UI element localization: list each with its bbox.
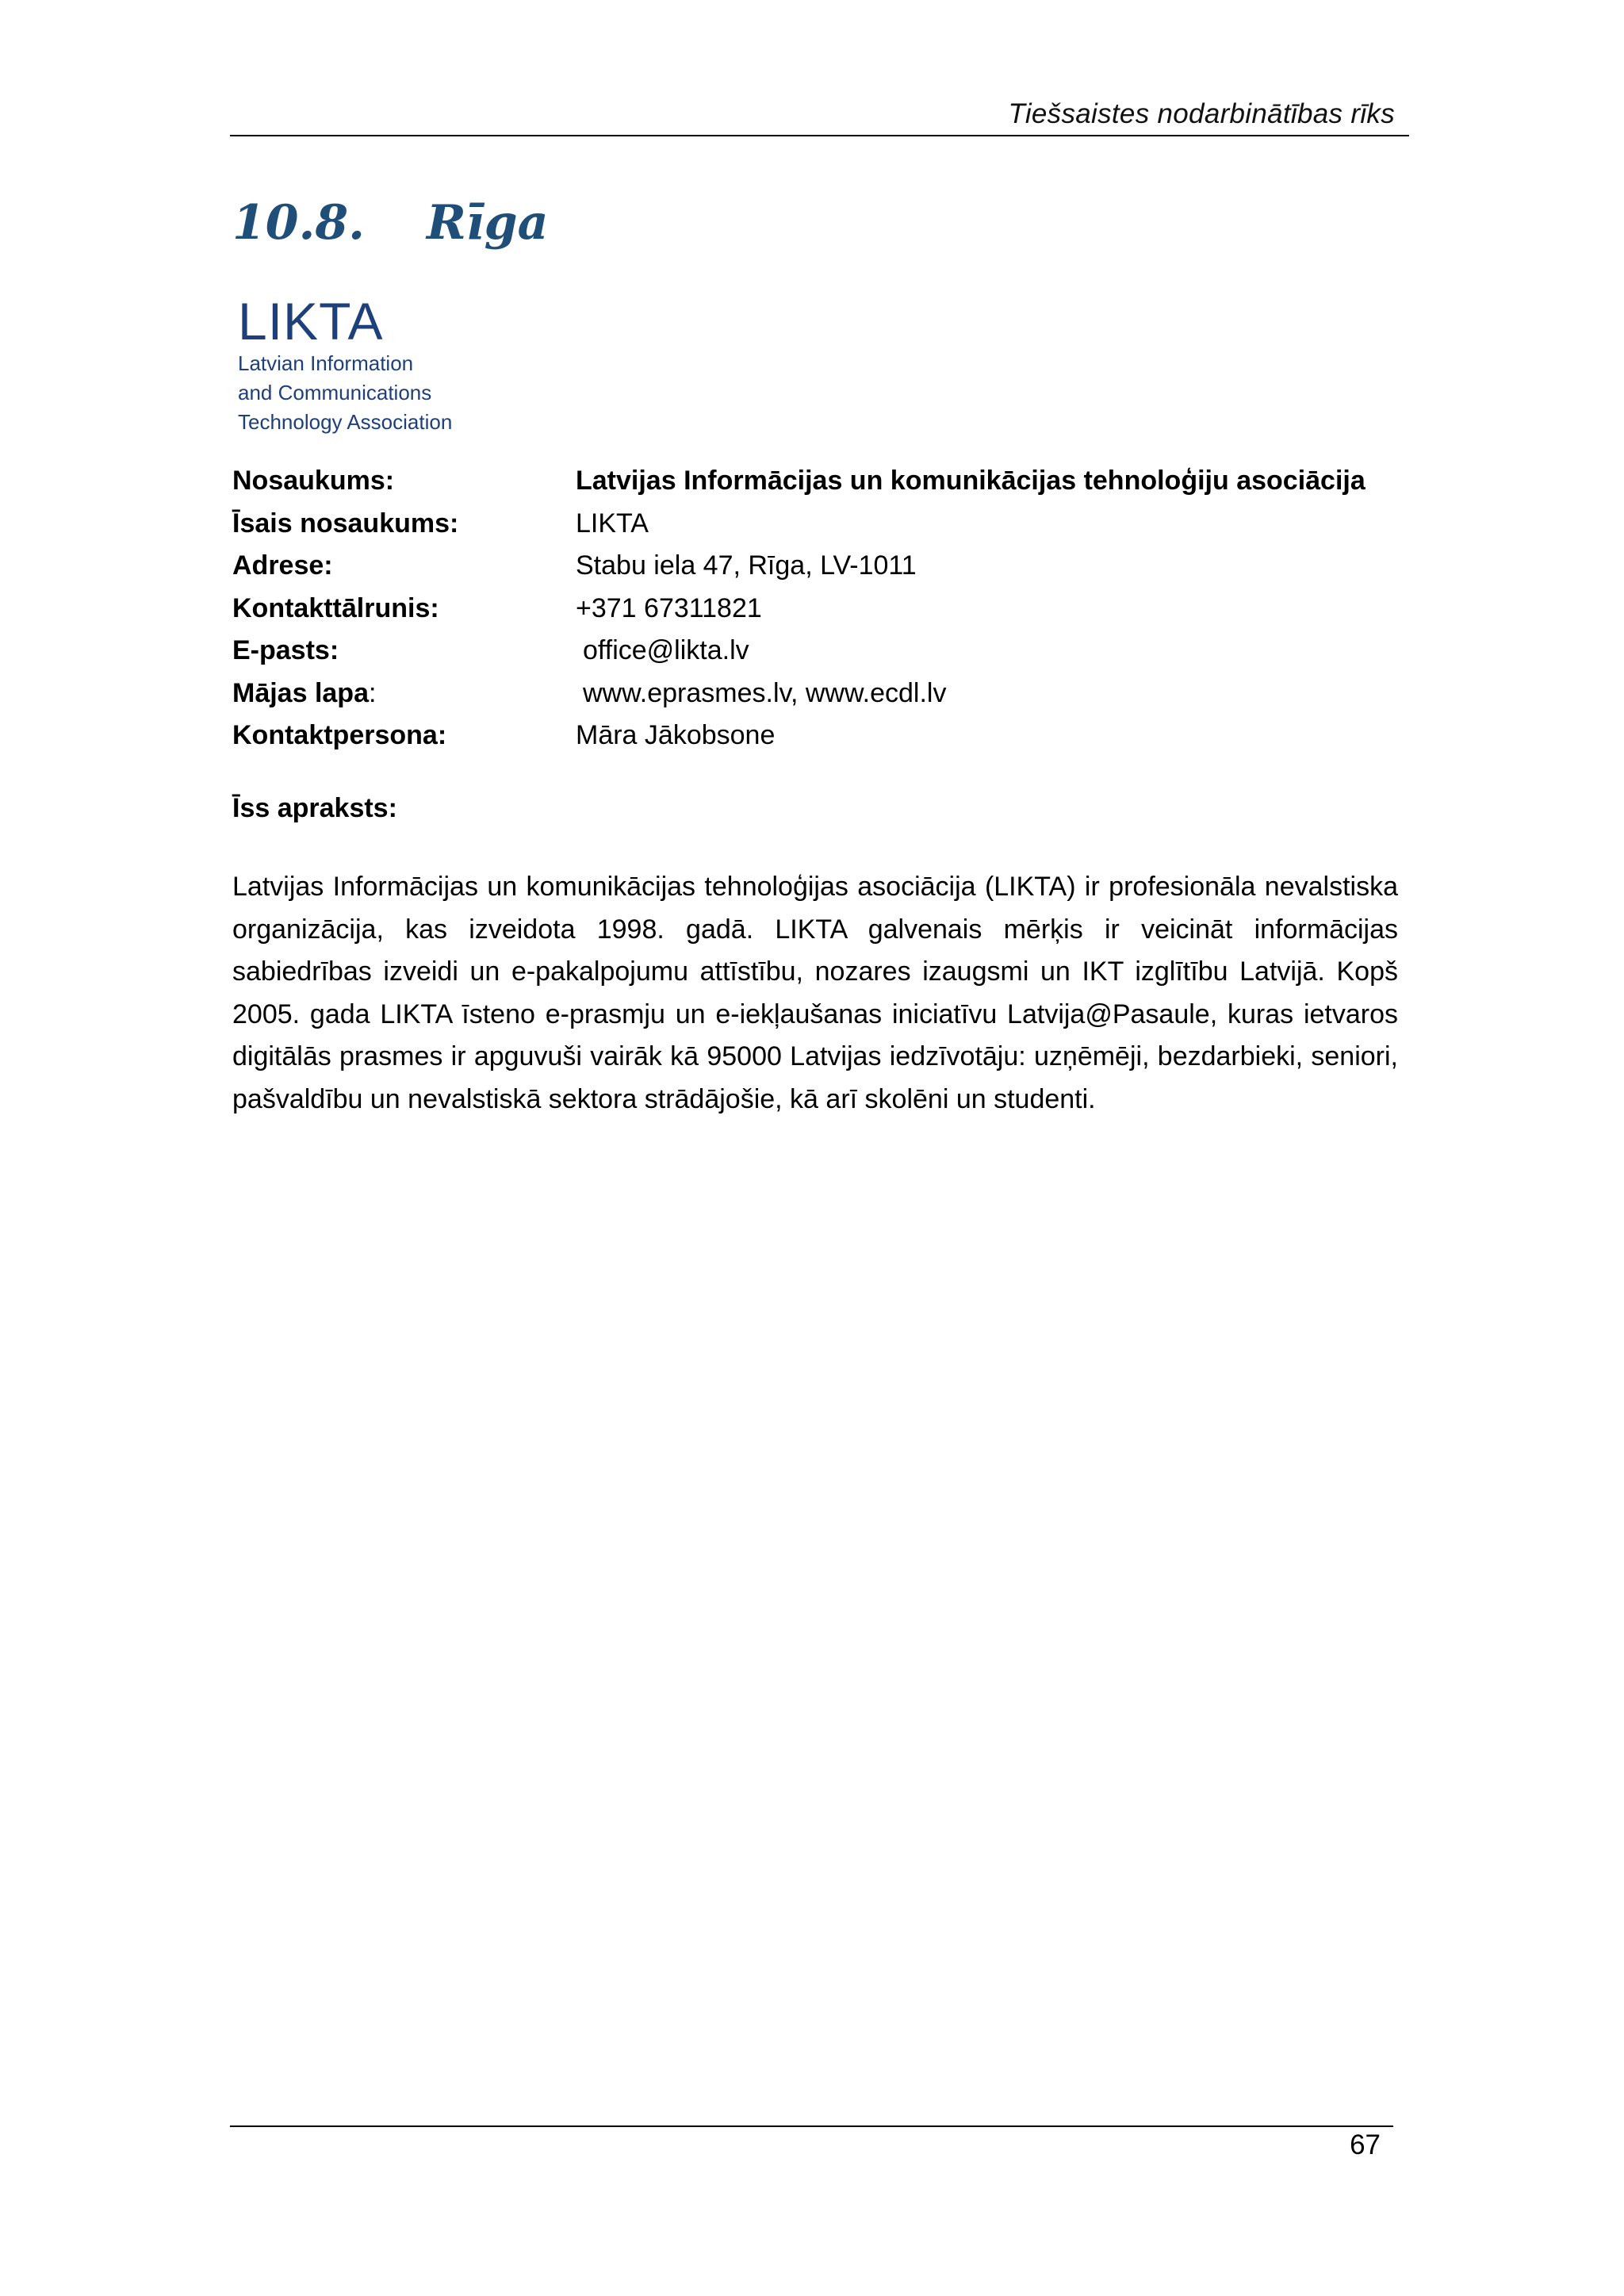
info-value: Latvijas Informācijas un komunikācijas tehnoloģiju asociācija (576, 466, 1365, 496)
info-value: +371 67311821 (576, 592, 762, 623)
info-label (232, 673, 376, 715)
header-divider (230, 135, 1409, 136)
info-row-phone (232, 588, 1422, 631)
running-header: Tiešsaistes nodarbinātības rīks (1008, 98, 1395, 129)
logo-subtitle-line: Technology Association (238, 410, 453, 434)
likta-logo (238, 292, 453, 435)
info-label: Nosaukums: (232, 466, 395, 496)
logo-subtitle-line: Latvian Information (238, 351, 414, 375)
info-row-contact-person (232, 715, 1422, 757)
footer-divider (230, 2125, 1393, 2127)
info-value: Stabu iela 47, Rīga, LV-1011 (576, 550, 917, 581)
description-heading: Īss apraksts: (232, 793, 397, 823)
info-label-colon: : (368, 677, 377, 708)
info-row-short-name (232, 503, 1422, 546)
info-label: E-pasts: (232, 635, 339, 665)
logo-subtitle-line: and Communications (238, 381, 432, 404)
info-row-email (232, 630, 1422, 673)
info-label: Kontakttālrunis: (232, 592, 439, 623)
logo-wordmark: LIKTA (238, 292, 384, 351)
info-label: Kontaktpersona: (232, 720, 447, 750)
info-value: LIKTA (576, 508, 649, 539)
section-number: 10.8. (232, 195, 366, 251)
info-value: Māra Jākobsone (576, 720, 776, 750)
info-label: Īsais nosaukums: (232, 508, 459, 539)
website-links[interactable]: www.eprasmes.lv, www.ecdl.lv (583, 677, 947, 708)
info-row-name (232, 460, 1422, 503)
section-heading (232, 195, 549, 251)
email-link[interactable]: office@likta.lv (583, 635, 749, 665)
info-label-text: Mājas lapa (232, 677, 369, 708)
info-row-website (232, 673, 1422, 715)
organization-info (232, 460, 1422, 757)
info-row-address (232, 545, 1422, 588)
section-title: Rīga (427, 195, 549, 251)
page-number: 67 (1350, 2129, 1381, 2160)
description-paragraph: Latvijas Informācijas un komunikācijas tehnoloģijas asociācija (LIKTA) ir profesionāla nevalstiska organizācija, kas izveidota 1998. gadā. LIKTA galvenais mērķis ir veicināt informācijas sabiedrības izveidi un e-pakalpojumu attīstību, nozares izaugsmi un IKT izglītību Latvijā. Kopš 2005. gada LIKTA īsteno e-prasmju un e-iekļaušanas iniciatīvu Latvija@Pasaule, kuras ietvaros digitālās prasmes ir apguvuši vairāk kā 95000 Latvijas iedzīvotāju: uzņēmēji, bezdarbieki, seniori, pašvaldību un nevalstiskā sektora strādājošie, kā arī skolēni un studenti. (232, 872, 1398, 1114)
info-label: Adrese: (232, 550, 333, 581)
